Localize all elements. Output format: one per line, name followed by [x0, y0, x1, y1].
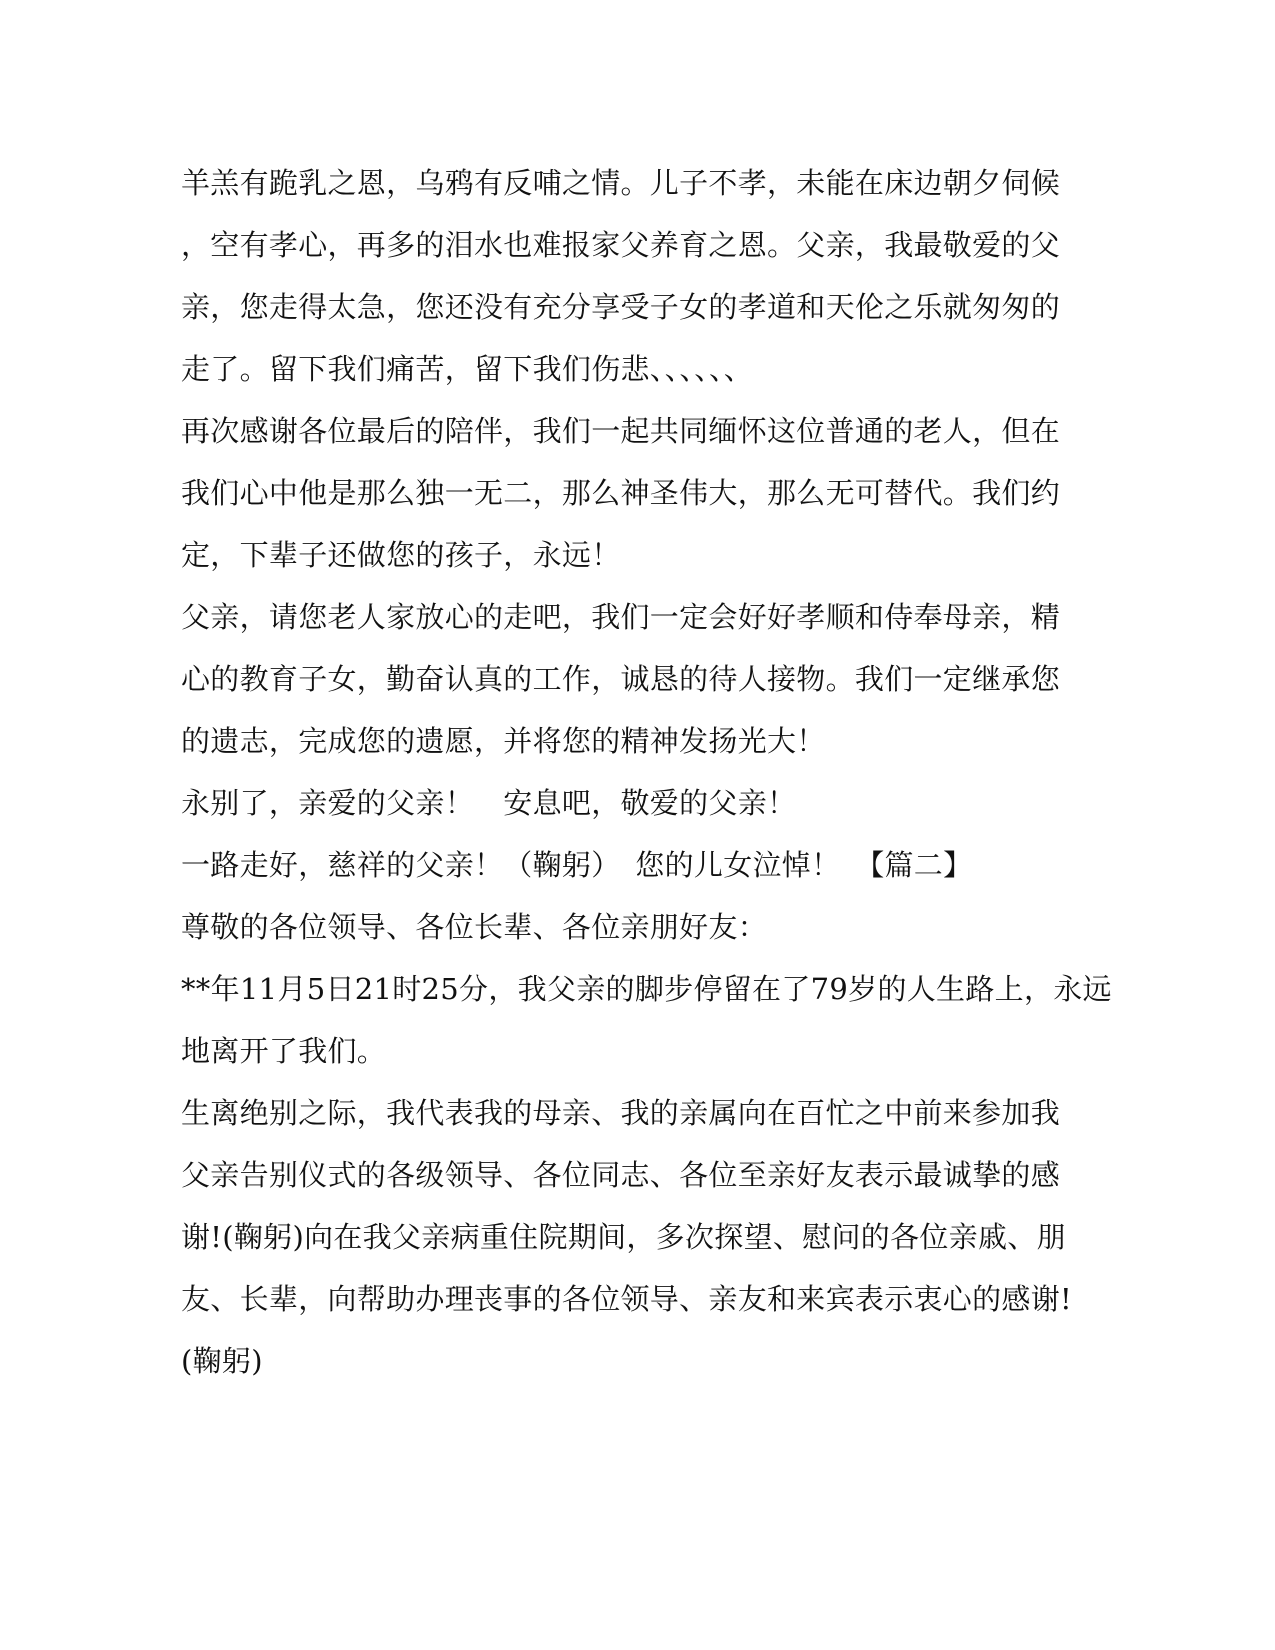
text-line: 友、长辈，向帮助办理丧事的各位领导、亲友和来宾表示衷心的感谢! — [181, 1282, 1072, 1316]
text-line: 一路走好，慈祥的父亲！（鞠躬） 您的儿女泣悼！ 【篇二】 — [181, 848, 973, 882]
text-line: 心的教育子女，勤奋认真的工作，诚恳的待人接物。我们一定继承您 — [181, 662, 1061, 696]
text-line: ，空有孝心，再多的泪水也难报家父养育之恩。父亲，我最敬爱的父 — [181, 228, 1061, 262]
text-line: 谢!(鞠躬)向在我父亲病重住院期间，多次探望、慰问的各位亲戚、朋 — [181, 1220, 1066, 1254]
text-line: 父亲，请您老人家放心的走吧，我们一定会好好孝顺和侍奉母亲，精 — [181, 600, 1061, 634]
text-line: 尊敬的各位领导、各位长辈、各位亲朋好友： — [181, 910, 768, 944]
text-line: 永别了，亲爱的父亲！ 安息吧，敬爱的父亲！ — [181, 786, 797, 820]
text-line: 生离绝别之际，我代表我的母亲、我的亲属向在百忙之中前来参加我 — [181, 1096, 1061, 1130]
text-line: **年11月5日21时25分，我父亲的脚步停留在了79岁的人生路上，永远 — [181, 972, 1112, 1006]
text-line: 的遗志，完成您的遗愿，并将您的精神发扬光大！ — [181, 724, 826, 758]
text-line: 地离开了我们。 — [181, 1034, 387, 1068]
text-line: 父亲告别仪式的各级领导、各位同志、各位至亲好友表示最诚挚的感 — [181, 1158, 1061, 1192]
text-line: 羊羔有跪乳之恩，乌鸦有反哺之情。儿子不孝，未能在床边朝夕伺候 — [181, 166, 1061, 200]
text-line: 亲，您走得太急，您还没有充分享受子女的孝道和天伦之乐就匆匆的 — [181, 290, 1061, 324]
text-line: 我们心中他是那么独一无二，那么神圣伟大，那么无可替代。我们约 — [181, 476, 1061, 510]
text-line: (鞠躬) — [181, 1344, 263, 1378]
text-line: 再次感谢各位最后的陪伴，我们一起共同缅怀这位普通的老人，但在 — [181, 414, 1061, 448]
text-line: 定，下辈子还做您的孩子，永远！ — [181, 538, 621, 572]
text-line: 走了。留下我们痛苦，留下我们伤悲、、、、、、 — [181, 352, 754, 386]
